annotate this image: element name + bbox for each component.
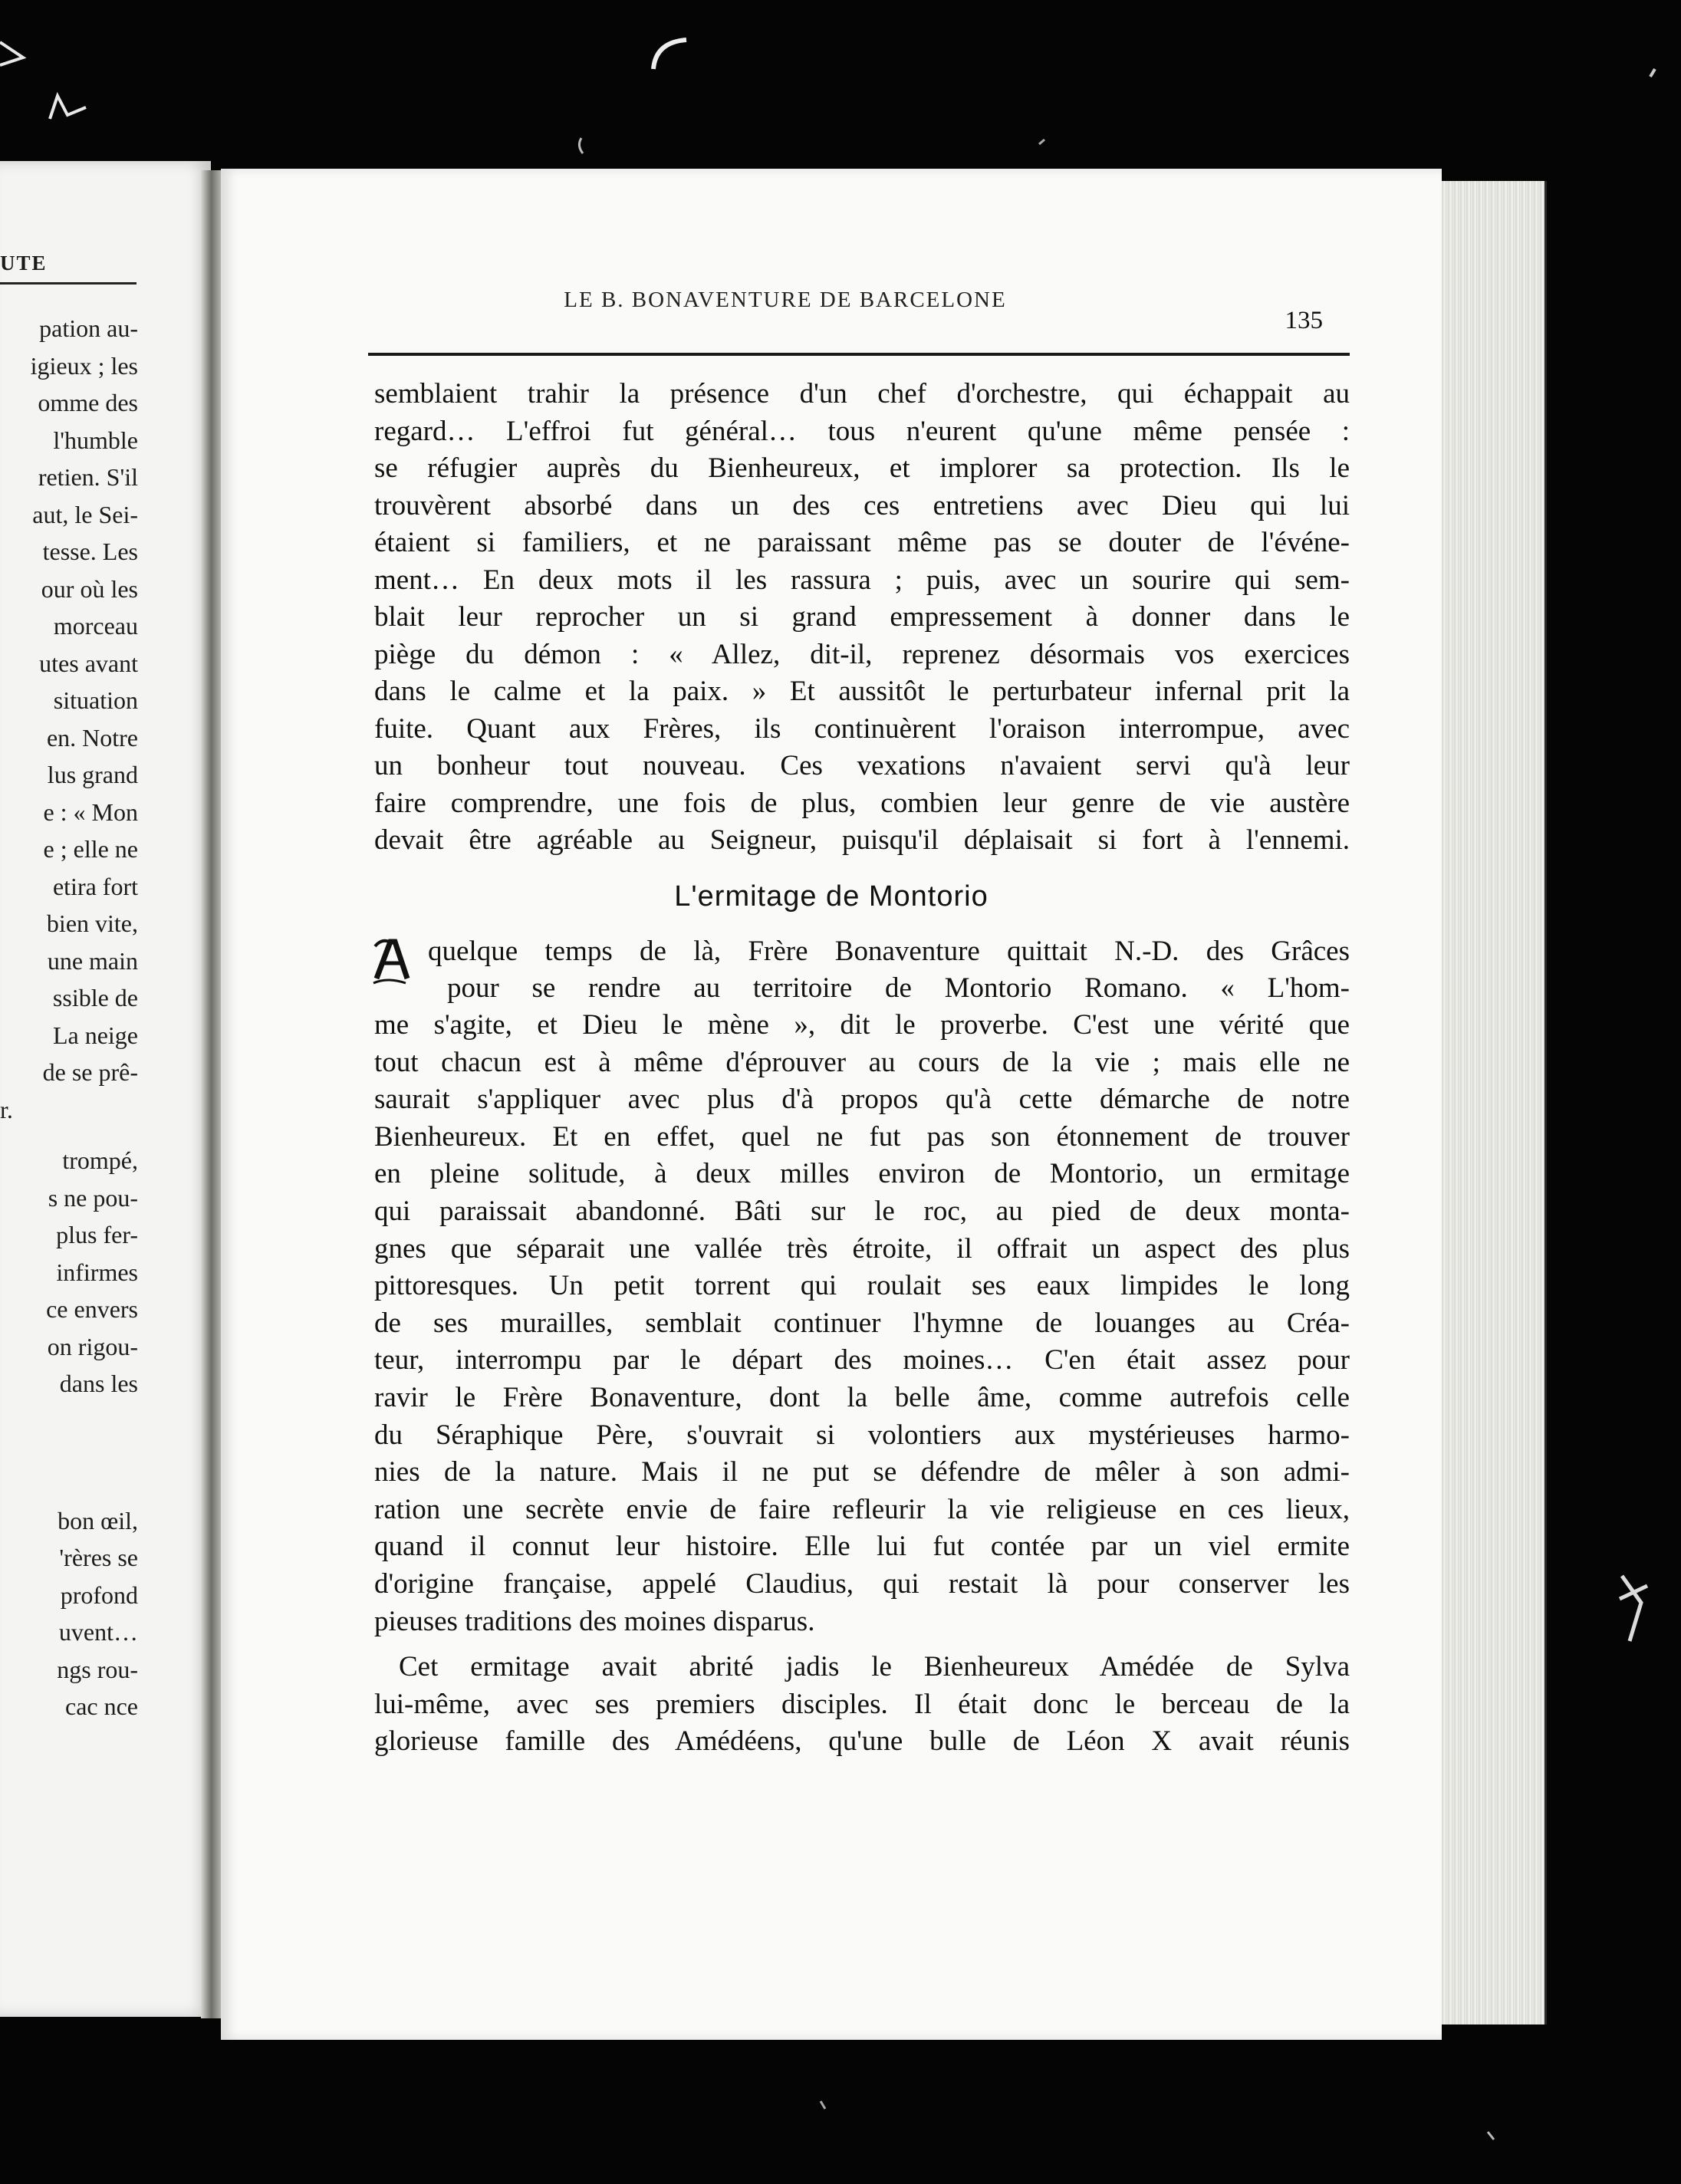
left-text-line: l'humble [53, 426, 138, 454]
text-line: quand il connut leur histoire. Elle lui fut contée par un viel ermite [374, 1531, 1350, 1563]
text-line: tout chacun est à même d'éprouver au cours de la vie ; mais elle ne [374, 1046, 1350, 1078]
left-text-line: La neige [52, 1021, 138, 1049]
text-line: gnes que séparait une vallée très étroite, il offrait un aspect des plus [374, 1232, 1350, 1265]
text-line: blait leur reprocher un si grand empressement à donner dans le [374, 601, 1350, 633]
left-text-line: retien. S'il [38, 463, 138, 491]
left-text-line: on rigou- [47, 1332, 138, 1360]
left-text-line: uvent… [58, 1618, 138, 1646]
left-text-line: de se prê- [42, 1058, 138, 1086]
left-header-rule [0, 282, 137, 285]
left-text-line: ce envers [46, 1295, 138, 1323]
paragraph-2-line-1: quelque temps de là, Frère Bonaventure quittait N.-D. des Grâces [428, 936, 1350, 967]
left-text-line: ssible de [52, 984, 138, 1011]
text-line: pittoresques. Un petit torrent qui roulait ses eaux limpides le long [374, 1270, 1350, 1302]
left-text-line: cac nce [64, 1692, 138, 1720]
left-text-line: lus grand [47, 761, 138, 788]
left-text-line: trompé, [62, 1146, 138, 1174]
text-line: devait être agréable au Seigneur, puisqu'il déplaisait si fort à l'ennemi. [374, 824, 1350, 856]
left-text-line: e : « Mon [43, 798, 138, 826]
left-running-head: UTE [0, 252, 48, 275]
header-rule [368, 353, 1350, 356]
text-line: saurait s'appliquer avec plus d'à propos qu'à cette démarche de notre [374, 1084, 1350, 1116]
left-text-line: situation [53, 686, 138, 714]
text-line: ration une secrète envie de faire refleurir la vie religieuse en ces lieux, [374, 1493, 1350, 1525]
text-line: teur, interrompu par le départ des moines… C'en était assez pour [374, 1344, 1350, 1377]
text-line: Bienheureux. Et en effet, quel ne fut pas son étonnement de trouver [374, 1120, 1350, 1153]
page-number: 135 [1285, 307, 1323, 334]
left-text-line: e ; elle ne [43, 835, 138, 863]
running-head [221, 288, 1442, 313]
left-text-line: etira fort [52, 872, 138, 900]
drop-cap-a-icon [372, 936, 412, 985]
left-text-line: bien vite, [46, 909, 138, 937]
text-line: se réfugier auprès du Bienheureux, et implorer sa protection. Ils le [374, 452, 1350, 484]
left-text-line: une main [47, 946, 138, 975]
left-text-line: plus fer- [56, 1221, 138, 1248]
text-line: trouvèrent absorbé dans un des ces entretiens avec Dieu qui lui [374, 489, 1350, 521]
text-line: d'origine française, appelé Claudius, qui restait là pour conserver les [374, 1568, 1350, 1600]
left-text-line: omme des [38, 389, 138, 416]
previous-page [0, 161, 211, 2017]
left-text-line: ngs rou- [57, 1655, 138, 1683]
text-line: pieuses traditions des moines disparus. [374, 1605, 815, 1637]
text-line: ravir le Frère Bonaventure, dont la belle âme, comme autrefois celle [374, 1382, 1350, 1413]
text-line: me s'agite, et Dieu le mène », dit le proverbe. C'est une vérité que [374, 1009, 1350, 1041]
paragraph-2-line-2: pour se rendre au territoire de Montorio Romano. « L'hom- [447, 972, 1350, 1004]
page-edges [1428, 181, 1547, 2024]
left-text-line: morceau [53, 612, 138, 640]
section-title: L'ermitage de Montorio [674, 880, 989, 913]
text-line: piège du démon : « Allez, dit-il, reprenez désormais vos exercices [374, 638, 1350, 670]
text-line: regard… L'effroi fut général… tous n'eurent qu'une même pensée : [374, 415, 1350, 447]
text-line: de ses murailles, semblait continuer l'hymne de louanges au Créa- [374, 1307, 1350, 1339]
left-text-line: tesse. Les [42, 538, 138, 565]
text-line: étaient si familiers, et ne paraissant même pas se douter de l'événe- [374, 527, 1350, 558]
left-text-line: 'rères se [59, 1544, 138, 1571]
text-line: faire comprendre, une fois de plus, combien leur genre de vie austère [374, 787, 1350, 819]
text-line: lui-même, avec ses premiers disciples. Il était donc le berceau de la [374, 1688, 1350, 1720]
left-text-line: infirmes [56, 1258, 138, 1286]
text-line: un bonheur tout nouveau. Ces vexations n'avaient servi qu'à leur [374, 750, 1350, 781]
left-text-line: r. [0, 1095, 13, 1123]
text-line: en pleine solitude, à deux milles environ de Montorio, un ermitage [374, 1158, 1350, 1190]
left-text-line: bon œil, [58, 1506, 138, 1534]
current-page [221, 169, 1442, 2040]
left-text-line: pation au- [39, 314, 138, 342]
text-line: dans le calme et la paix. » Et aussitôt le perturbateur infernal prit la [374, 676, 1350, 707]
text-line: fuite. Quant aux Frères, ils continuèrent l'oraison interrompue, avec [374, 712, 1350, 745]
text-line: ment… En deux mots il les rassura ; puis, avec un sourire qui sem- [374, 564, 1350, 596]
left-text-line: en. Notre [46, 723, 138, 752]
left-text-line: s ne pou- [48, 1183, 138, 1212]
text-line: qui paraissait abandonné. Bâti sur le roc, au pied de deux monta- [374, 1196, 1350, 1227]
left-text-line: aut, le Sei- [32, 500, 138, 528]
left-text-line: utes avant [39, 649, 138, 677]
text-line: Cet ermitage avait abrité jadis le Bienheureux Amédée de Sylva [399, 1651, 1350, 1682]
left-text-line: profond [60, 1580, 138, 1609]
left-text-line: dans les [59, 1370, 138, 1397]
text-line: nies de la nature. Mais il ne put se défendre de mêler à son admi- [374, 1456, 1350, 1488]
left-text-line: igieux ; les [30, 351, 138, 380]
text-line: du Séraphique Père, s'ouvrait si volontiers aux mystérieuses harmo- [374, 1419, 1350, 1451]
left-text-line: our où les [41, 574, 138, 603]
text-line: glorieuse famille des Amédéens, qu'une bulle de Léon X avait réunis [374, 1725, 1350, 1757]
running-head-text: LE B. BONAVENTURE DE BARCELONE [564, 288, 1007, 312]
text-line: semblaient trahir la présence d'un chef d'orchestre, qui échappait au [374, 378, 1350, 410]
